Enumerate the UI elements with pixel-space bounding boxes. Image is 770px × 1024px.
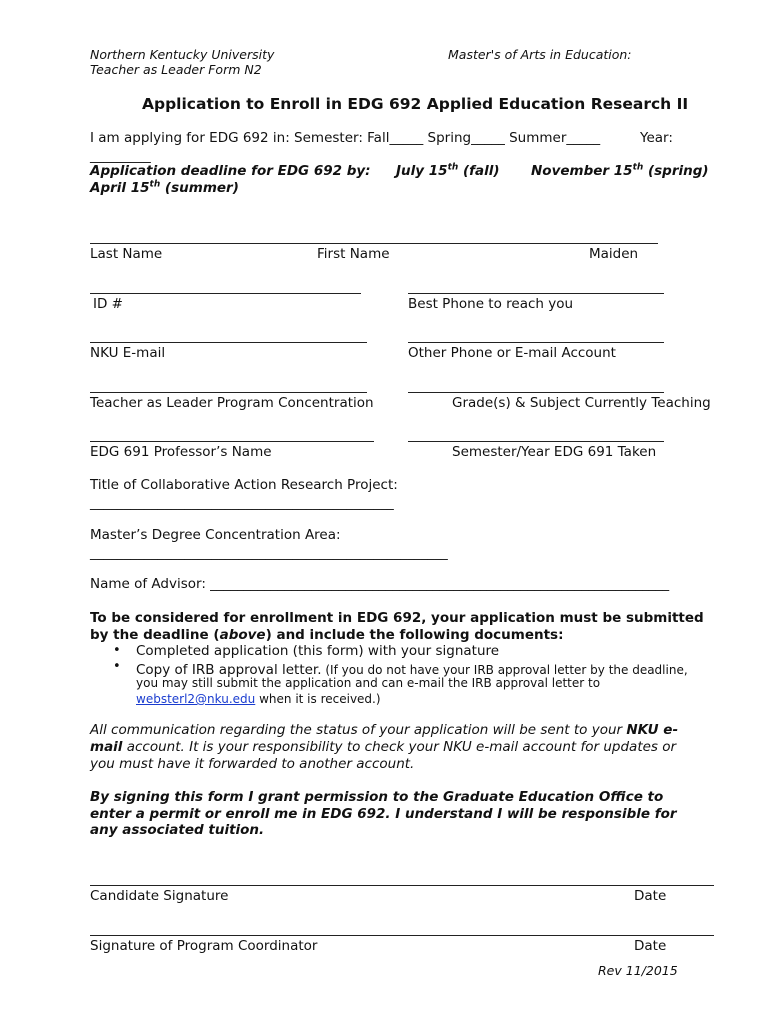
permission-line-1: By signing this form I grant permission to the Graduate Education Office to — [90, 789, 664, 805]
first-name-label: First Name — [317, 246, 390, 262]
page-title: Application to Enroll in EDG 692 Applied Education Research II — [142, 95, 689, 113]
requirement-item-2-email-line: websterl2@nku.edu when it is received.) — [136, 692, 381, 706]
name-fill-line[interactable] — [90, 243, 658, 244]
candidate-date-label: Date — [634, 888, 667, 904]
last-name-label: Last Name — [90, 246, 163, 262]
degree-area-blank[interactable]: _____________________________________________________ — [90, 545, 448, 561]
deadline-label: Application deadline for EDG 692 by: — [90, 163, 371, 179]
program-name: Master's of Arts in Education: — [448, 47, 632, 62]
degree-area-label: Master’s Degree Concentration Area: — [90, 527, 341, 543]
project-title-label: Title of Collaborative Action Research Project: — [90, 477, 398, 493]
coordinator-signature-line[interactable] — [90, 935, 714, 936]
deadline-fall: July 15th (fall) — [396, 162, 500, 179]
communication-line-2: mail account. It is your responsibility to check your NKU e-mail account for updates or — [90, 739, 677, 755]
maiden-label: Maiden — [589, 246, 639, 262]
deadline-summer: April 15th (summer) — [90, 179, 239, 196]
bullet-icon: • — [113, 659, 121, 674]
requirements-line-1: To be considered for enrollment in EDG 692, your application must be submitted — [90, 610, 704, 626]
concentration-label: Teacher as Leader Program Concentration — [90, 395, 374, 411]
semester-taken-fill-line[interactable] — [408, 441, 664, 442]
university-name: Northern Kentucky University — [90, 47, 275, 62]
grades-label: Grade(s) & Subject Currently Teaching — [452, 395, 711, 411]
coordinator-date-label: Date — [634, 938, 667, 954]
permission-line-3: any associated tuition. — [90, 822, 265, 838]
requirement-item-2: Copy of IRB approval letter. (If you do not have your IRB approval letter by the deadline, — [136, 662, 688, 678]
applying-semester-line: I am applying for EDG 692 in: Semester: Fall_____ Spring_____ Summer_____ — [90, 130, 601, 146]
other-phone-label: Other Phone or E-mail Account — [408, 345, 616, 361]
requirement-item-1: Completed application (this form) with your signature — [136, 643, 500, 659]
form-name: Teacher as Leader Form N2 — [90, 62, 262, 77]
communication-line-1: All communication regarding the status of your application will be sent to your NKU e- — [90, 722, 679, 738]
year-label: Year: — [640, 130, 673, 146]
concentration-fill-line[interactable] — [90, 392, 367, 393]
candidate-signature-label: Candidate Signature — [90, 888, 229, 904]
semester-taken-label: Semester/Year EDG 691 Taken — [452, 444, 657, 460]
irb-email-link[interactable]: websterl2@nku.edu — [136, 692, 256, 706]
nku-email-label: NKU E-mail — [90, 345, 166, 361]
nku-email-fill-line[interactable] — [90, 342, 367, 343]
project-title-blank[interactable]: _____________________________________________ — [90, 495, 394, 511]
other-phone-fill-line[interactable] — [408, 342, 664, 343]
deadline-spring: November 15th (spring) — [531, 162, 709, 179]
permission-line-2: enter a permit or enroll me in EDG 692. I understand I will be responsible for — [90, 806, 677, 822]
best-phone-label: Best Phone to reach you — [408, 296, 574, 312]
id-fill-line[interactable] — [90, 293, 361, 294]
requirement-item-2-note: you may still submit the application and can e-mail the IRB approval letter to — [136, 676, 601, 690]
candidate-signature-line[interactable] — [90, 885, 714, 886]
year-blank: _________ — [90, 148, 151, 164]
professor-label: EDG 691 Professor’s Name — [90, 444, 272, 460]
requirements-line-2: by the deadline (above) and include the following documents: — [90, 627, 564, 643]
bullet-icon: • — [113, 643, 121, 658]
best-phone-fill-line[interactable] — [408, 293, 664, 294]
grades-fill-line[interactable] — [408, 392, 664, 393]
advisor-field[interactable]: Name of Advisor: ____________________________________________________________________ — [90, 576, 670, 592]
professor-fill-line[interactable] — [90, 441, 374, 442]
id-label: ID # — [93, 296, 123, 312]
revision-label: Rev 11/2015 — [598, 963, 678, 978]
communication-line-3: you must have it forwarded to another account. — [90, 756, 415, 772]
coordinator-signature-label: Signature of Program Coordinator — [90, 938, 318, 954]
